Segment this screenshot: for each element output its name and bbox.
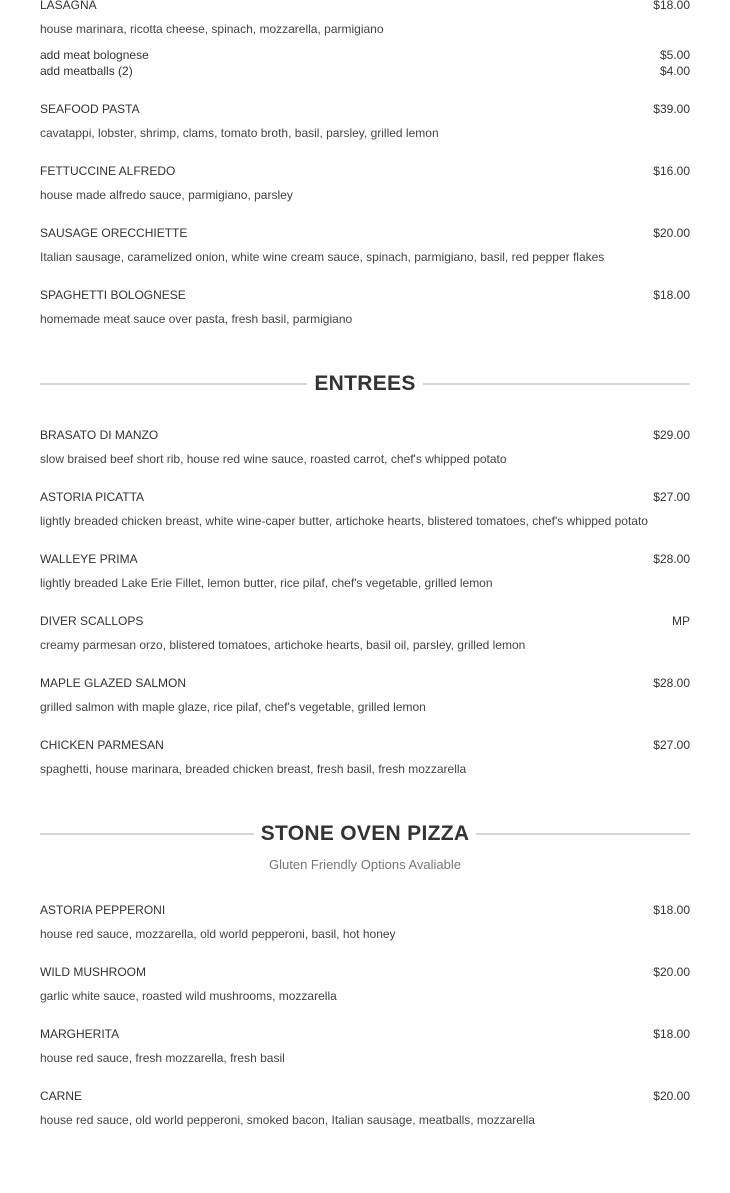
addon-item [40,63,690,79]
menu-item [40,489,690,529]
item-name: DIVER SCALLOPS [40,614,144,628]
pizza-section [40,821,690,1128]
item-price: $18.00 [653,1027,690,1041]
menu-item [40,902,690,942]
divider-line [423,383,690,385]
menu-item [40,613,690,653]
item-price: $27.00 [653,490,690,504]
item-description: homemade meat sauce over pasta, fresh basil, parmigiano [40,312,353,326]
menu-item [40,1026,690,1066]
addon-price: $4.00 [659,64,690,78]
section-items [40,902,690,1128]
item-name: CARNE [40,1089,83,1103]
divider-line [40,383,307,385]
item-price: $16.00 [653,164,690,178]
addon-name: add meatballs (2) [40,64,133,78]
item-description: garlic white sauce, roasted wild mushrooms, mozzarella [40,989,337,1003]
item-price: $28.00 [653,676,690,690]
item-price: $20.00 [653,226,690,240]
item-name: CHICKEN PARMESAN [40,738,164,752]
section-items [40,427,690,777]
section-header [40,371,690,397]
menu-item [40,101,690,141]
menu-item [40,287,690,327]
item-name: MARGHERITA [40,1027,120,1041]
addon-price: $5.00 [659,48,690,62]
item-price: $18.00 [653,903,690,917]
menu-page [40,0,690,1150]
addon-list [40,47,690,79]
item-price: $20.00 [653,965,690,979]
item-price: $27.00 [653,738,690,752]
item-description: slow braised beef short rib, house red wine sauce, roasted carrot, chef's whipped potato [40,452,507,466]
menu-item [40,737,690,777]
section-title: ENTREES [314,372,416,395]
item-description: cavatappi, lobster, shrimp, clams, tomato broth, basil, parsley, grilled lemon [40,126,439,140]
divider-line [476,833,690,835]
item-price: $20.00 [653,1089,690,1103]
section-header [40,821,690,847]
item-description: lightly breaded Lake Erie Fillet, lemon butter, rice pilaf, chef's vegetable, grilled lemon [40,576,493,590]
item-name: ASTORIA PEPPERONI [40,903,166,917]
item-name: MAPLE GLAZED SALMON [40,676,187,690]
item-description: house marinara, ricotta cheese, spinach, mozzarella, parmigiano [40,22,384,36]
item-description: creamy parmesan orzo, blistered tomatoes, artichoke hearts, basil oil, parsley, grilled lemon [40,638,526,652]
item-description: house red sauce, fresh mozzarella, fresh basil [40,1051,285,1065]
menu-item [40,964,690,1004]
menu-item [40,551,690,591]
item-name: SEAFOOD PASTA [40,102,140,116]
item-name: WALLEYE PRIMA [40,552,138,566]
item-price: $18.00 [653,288,690,302]
section-title: STONE OVEN PIZZA [260,822,470,845]
addon-item [40,47,690,63]
item-description: spaghetti, house marinara, breaded chicken breast, fresh basil, fresh mozzarella [40,762,467,776]
item-price: $18.00 [653,0,690,12]
menu-item [40,675,690,715]
item-name: BRASATO DI MANZO [40,428,159,442]
item-name: WILD MUSHROOM [40,965,146,979]
item-price: $39.00 [653,102,690,116]
divider-line [40,833,254,835]
item-description: Italian sausage, caramelized onion, white wine cream sauce, spinach, parmigiano, basil, red pepper flakes [40,250,605,264]
entrees-section [40,371,690,777]
item-name: SAUSAGE ORECCHIETTE [40,226,188,240]
menu-item [40,0,690,79]
menu-item [40,163,690,203]
item-description: house red sauce, mozzarella, old world pepperoni, basil, hot honey [40,927,396,941]
item-description: grilled salmon with maple glaze, rice pilaf, chef's vegetable, grilled lemon [40,700,426,714]
item-name: ASTORIA PICATTA [40,490,145,504]
menu-item [40,225,690,265]
item-description: house red sauce, old world pepperoni, smoked bacon, Italian sausage, meatballs, mozzarella [40,1113,535,1127]
addon-name: add meat bolognese [40,48,149,62]
section-subtitle: Gluten Friendly Options Avaliable [269,857,461,872]
item-description: lightly breaded chicken breast, white wine-caper butter, artichoke hearts, blistered tomatoes, chef's whipped potato [40,514,648,528]
menu-item [40,427,690,467]
item-name: SPAGHETTI BOLOGNESE [40,288,186,302]
item-price: $29.00 [653,428,690,442]
pasta-section [40,0,690,327]
menu-item [40,1088,690,1128]
item-name: FETTUCCINE ALFREDO [40,164,176,178]
item-price: $28.00 [653,552,690,566]
item-description: house made alfredo sauce, parmigiano, parsley [40,188,293,202]
item-price: MP [672,614,690,628]
item-name: LASAGNA [40,0,97,12]
